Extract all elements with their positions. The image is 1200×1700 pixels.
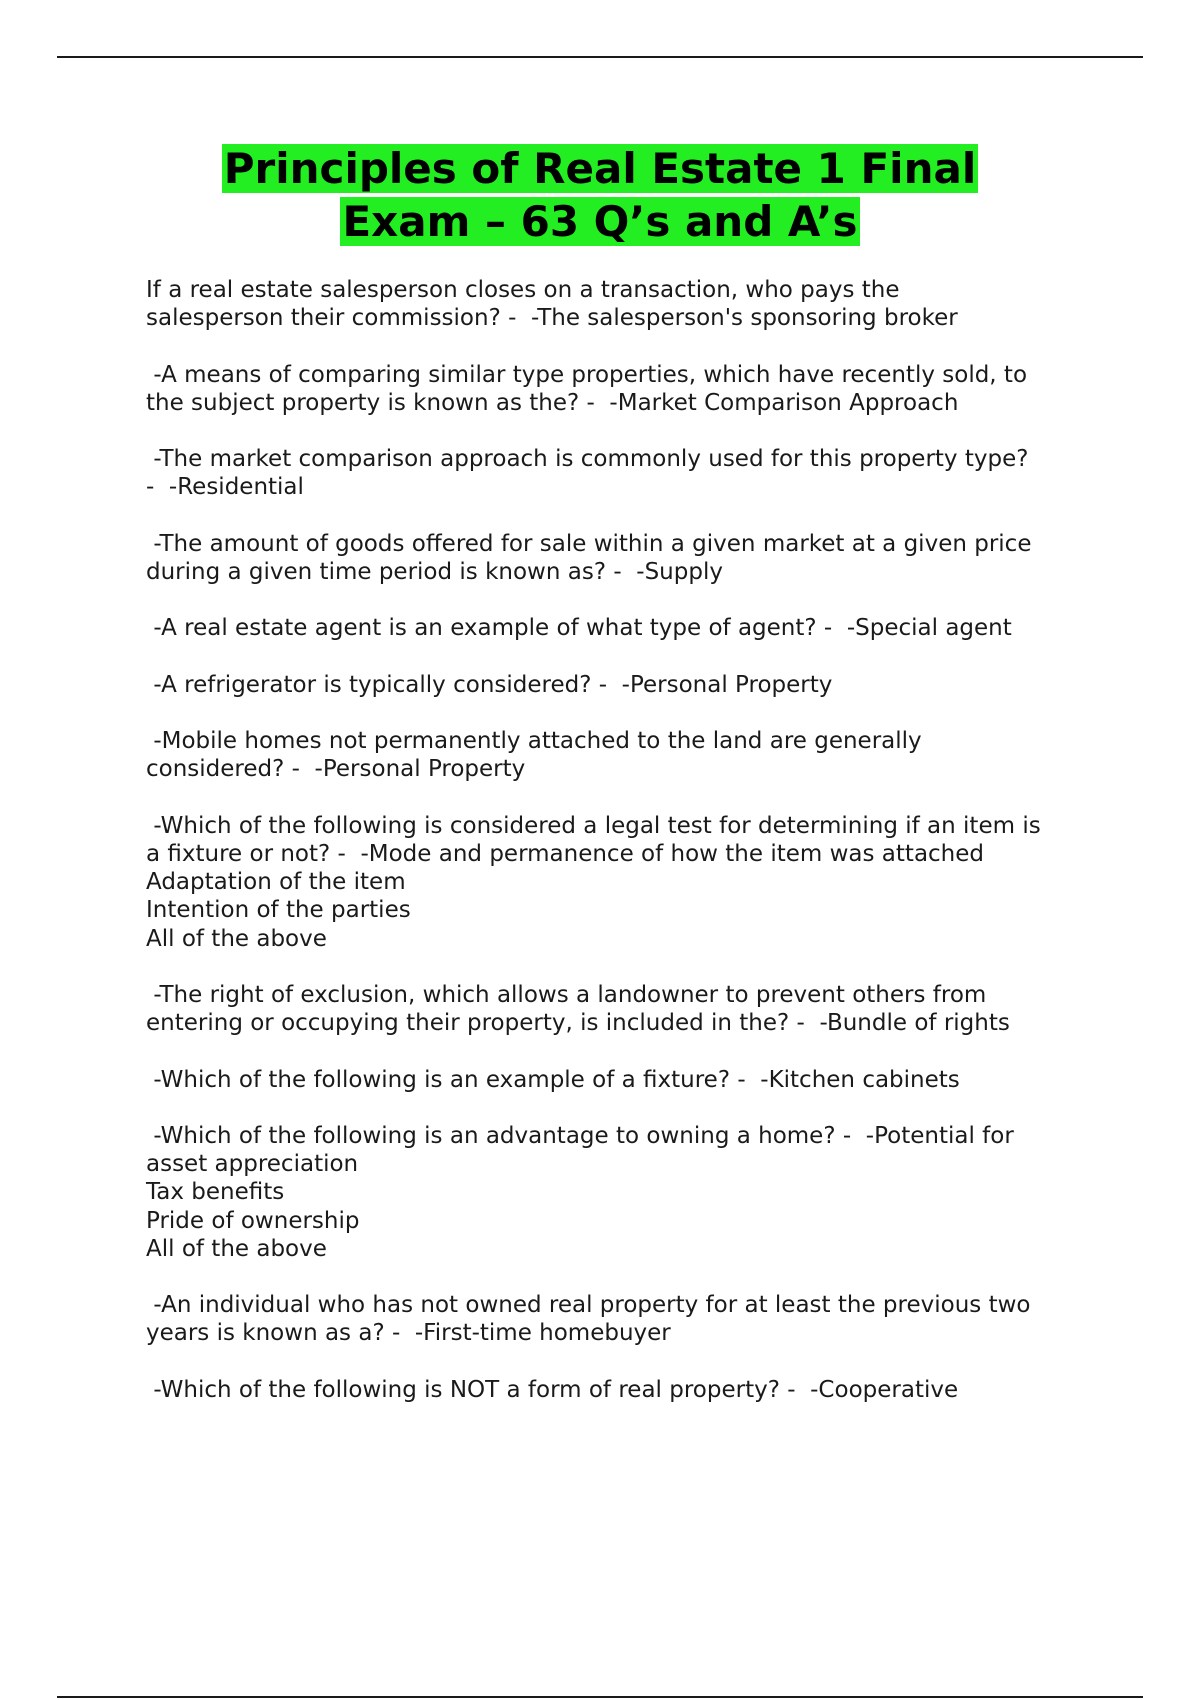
- qa-line: -Which of the following is NOT a form of real property? - -Cooperative: [146, 1376, 959, 1403]
- qa-line: - -Residential: [146, 474, 304, 501]
- qa-item: [146, 1122, 1106, 1263]
- qa-line: the subject property is known as the? - -Market Comparison Approach: [146, 389, 959, 416]
- qa-item: [146, 445, 1106, 501]
- qa-item: [146, 361, 1106, 417]
- qa-line: considered? - -Personal Property: [146, 756, 526, 783]
- qa-line: Tax benefits: [146, 1179, 285, 1206]
- qa-line: -The right of exclusion, which allows a landowner to prevent others from: [146, 981, 987, 1008]
- qa-item: [146, 671, 1106, 699]
- qa-line: -The market comparison approach is commonly used for this property type?: [146, 446, 1029, 473]
- qa-line: years is known as a? - -First-time homebuyer: [146, 1320, 671, 1347]
- qa-line: entering or occupying their property, is included in the? - -Bundle of rights: [146, 1010, 1010, 1037]
- qa-item: [146, 276, 1106, 332]
- qa-item: [146, 1291, 1106, 1347]
- qa-line: a fixture or not? - -Mode and permanence of how the item was attached: [146, 840, 985, 867]
- qa-line: -The amount of goods offered for sale within a given market at a given price: [146, 530, 1032, 557]
- qa-line: -Which of the following is an example of a fixture? - -Kitchen cabinets: [146, 1066, 960, 1093]
- qa-line: -A means of comparing similar type properties, which have recently sold, to: [146, 361, 1028, 388]
- qa-line: All of the above: [146, 925, 327, 952]
- qa-line: Pride of ownership: [146, 1207, 360, 1234]
- qa-line: Intention of the parties: [146, 897, 411, 924]
- qa-line: All of the above: [146, 1235, 327, 1262]
- qa-line: salesperson their commission? - -The salesperson's sponsoring broker: [146, 305, 958, 332]
- qa-line: Adaptation of the item: [146, 869, 406, 896]
- document-title: [0, 142, 1200, 248]
- qa-line: If a real estate salesperson closes on a transaction, who pays the: [146, 277, 900, 303]
- qa-line: -An individual who has not owned real property for at least the previous two: [146, 1292, 1031, 1319]
- top-rule: [57, 56, 1143, 58]
- qa-item: [146, 1066, 1106, 1094]
- qa-list: [146, 276, 1106, 1432]
- qa-item: [146, 727, 1106, 783]
- qa-line: -A real estate agent is an example of what type of agent? - -Special agent: [146, 615, 1012, 642]
- qa-line: -Which of the following is considered a legal test for determining if an item is: [146, 812, 1041, 839]
- qa-line: -Which of the following is an advantage to owning a home? - -Potential for: [146, 1122, 1014, 1149]
- qa-item: [146, 812, 1106, 953]
- bottom-rule: [57, 1696, 1143, 1698]
- qa-item: [146, 530, 1106, 586]
- title-line-2: Exam – 63 Q’s and A’s: [342, 197, 858, 246]
- qa-item: [146, 614, 1106, 642]
- qa-line: during a given time period is known as? - -Supply: [146, 558, 723, 585]
- qa-item: [146, 981, 1106, 1037]
- qa-line: -Mobile homes not permanently attached to the land are generally: [146, 728, 922, 755]
- qa-line: asset appreciation: [146, 1151, 359, 1178]
- qa-line: -A refrigerator is typically considered? - -Personal Property: [146, 671, 833, 698]
- title-line-1: Principles of Real Estate 1 Final: [223, 144, 977, 193]
- qa-item: [146, 1376, 1106, 1404]
